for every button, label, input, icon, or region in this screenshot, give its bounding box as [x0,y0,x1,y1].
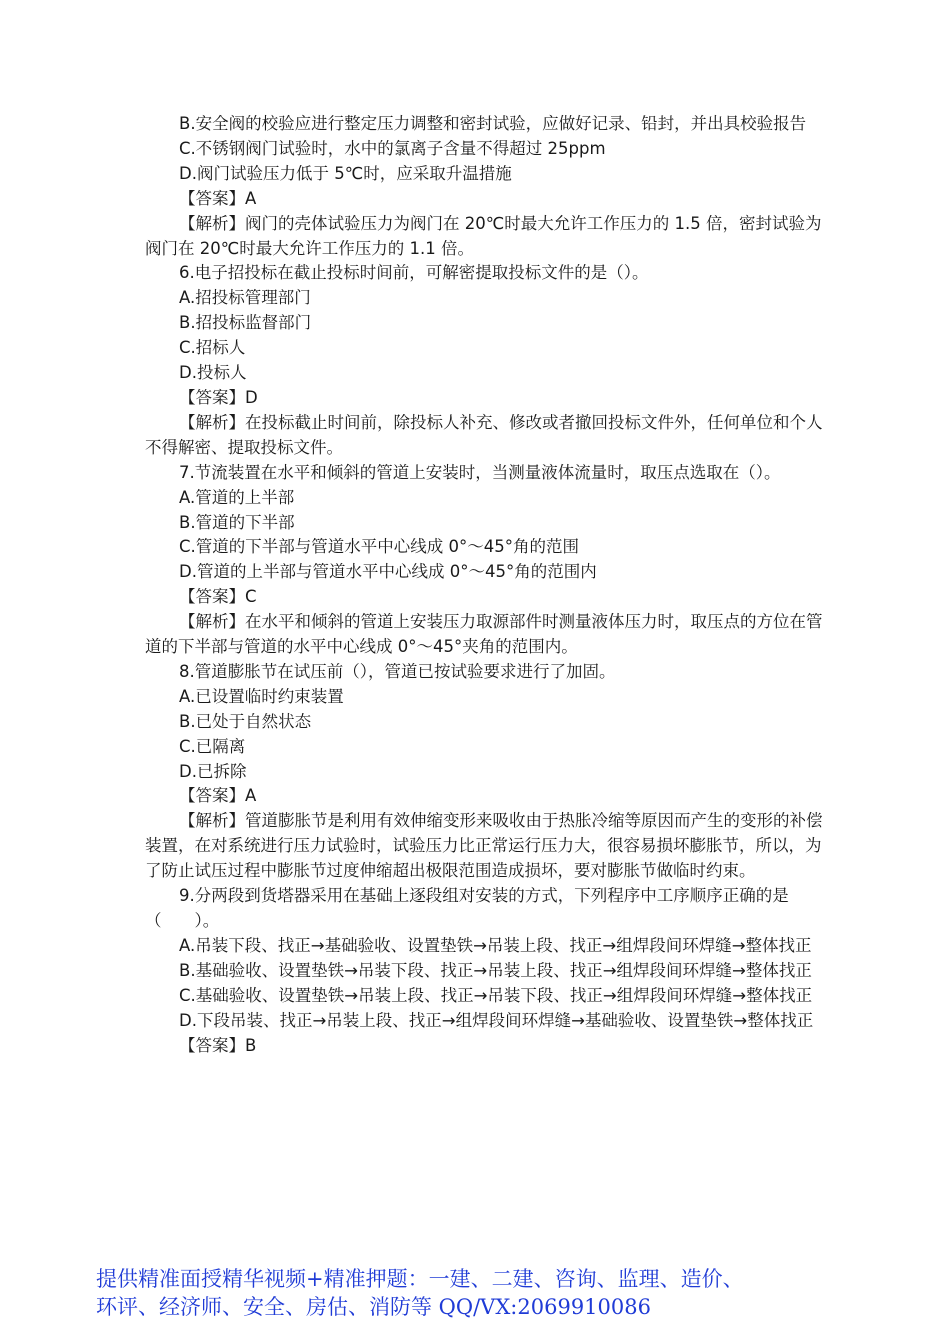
analysis-q7: 【解析】在水平和倾斜的管道上安装压力取源部件时测量液体压力时，取压点的方位在管道的下半部与管道的水平中心线成 0°～45°夹角的范围内。 [145,612,823,657]
option-d-q6: D.投标人 [179,363,247,383]
question-8: 8.管道膨胀节在试压前（），管道已按试验要求进行了加固。 [179,661,616,681]
option-d-q9: D.下段吊装、找正→吊装上段、找正→组焊段间环焊缝→基础验收、设置垫铁→整体找正 [179,1010,814,1030]
answer-q8: 【答案】A [179,786,257,806]
option-a-q6: A.招投标管理部门 [179,288,311,308]
analysis-q5: 【解析】阀门的壳体试验压力为阀门在 20℃时最大允许工作压力的 1.5 倍，密封试验为阀门在 20℃时最大允许工作压力的 1.1 倍。 [145,213,822,258]
option-d-q8: D.已拆除 [179,761,247,781]
option-b-q5: B.安全阀的校验应进行整定压力调整和密封试验，应做好记录、铅封，并出具校验报告 [179,114,807,133]
option-d-q7: D.管道的上半部与管道水平中心线成 0°～45°角的范围内 [179,562,597,582]
option-c-q5: C.不锈钢阀门试验时，水中的氯离子含量不得超过 25ppm [179,138,606,158]
document-body [145,112,825,1058]
answer-q6: 【答案】D [179,387,258,407]
option-a-q9: A.吊装下段、找正→基础验收、设置垫铁→吊装上段、找正→组焊段间环焊缝→整体找正 [179,935,812,955]
option-c-q7: C.管道的下半部与管道水平中心线成 0°～45°角的范围 [179,537,580,557]
analysis-q6: 【解析】在投标截止时间前，除投标人补充、修改或者撤回投标文件外，任何单位和个人不得解密、提取投标文件。 [145,412,823,457]
question-7: 7.节流装置在水平和倾斜的管道上安装时，当测量液体流量时，取压点选取在（）。 [179,462,781,482]
option-c-q9: C.基础验收、设置垫铁→吊装上段、找正→吊装下段、找正→组焊段间环焊缝→整体找正 [179,985,813,1005]
promo-footer-line-2: 环评、经济师、安全、房估、消防等 QQ/VX:2069910086 [96,1295,651,1319]
option-b-q8: B.已处于自然状态 [179,711,312,731]
option-a-q7: A.管道的上半部 [179,487,295,507]
answer-q5: 【答案】A [179,188,257,208]
option-a-q8: A.已设置临时约束装置 [179,686,344,706]
answer-q7: 【答案】C [179,587,257,607]
answer-q9: 【答案】B [179,1035,257,1055]
option-d-q5: D.阀门试验压力低于 5℃时，应采取升温措施 [179,163,512,183]
promo-footer [96,1265,836,1321]
question-6: 6.电子招投标在截止投标时间前，可解密提取投标文件的是（）。 [179,263,649,283]
option-b-q9: B.基础验收、设置垫铁→吊装下段、找正→吊装上段、找正→组焊段间环焊缝→整体找正 [179,960,812,980]
analysis-q8: 【解析】管道膨胀节是利用有效伸缩变形来吸收由于热胀冷缩等原因而产生的变形的补偿装置，在对系统进行压力试验时，试验压力比正常运行压力大，很容易损坏膨胀节，所以，为了防止试压过程中膨胀节过度伸缩超出极限范围造成损坏，要对膨胀节做临时约束。 [145,811,823,881]
option-b-q6: B.招投标监督部门 [179,313,312,333]
option-c-q6: C.招标人 [179,338,246,358]
option-c-q8: C.已隔离 [179,736,246,756]
question-9: 9.分两段到货塔器采用在基础上逐段组对安装的方式，下列程序中工序顺序正确的是（ ）。 [145,886,789,930]
promo-footer-line-1: 提供精准面授精华视频+精准押题：一建、二建、咨询、监理、造价、 [96,1267,744,1291]
option-b-q7: B.管道的下半部 [179,512,295,532]
